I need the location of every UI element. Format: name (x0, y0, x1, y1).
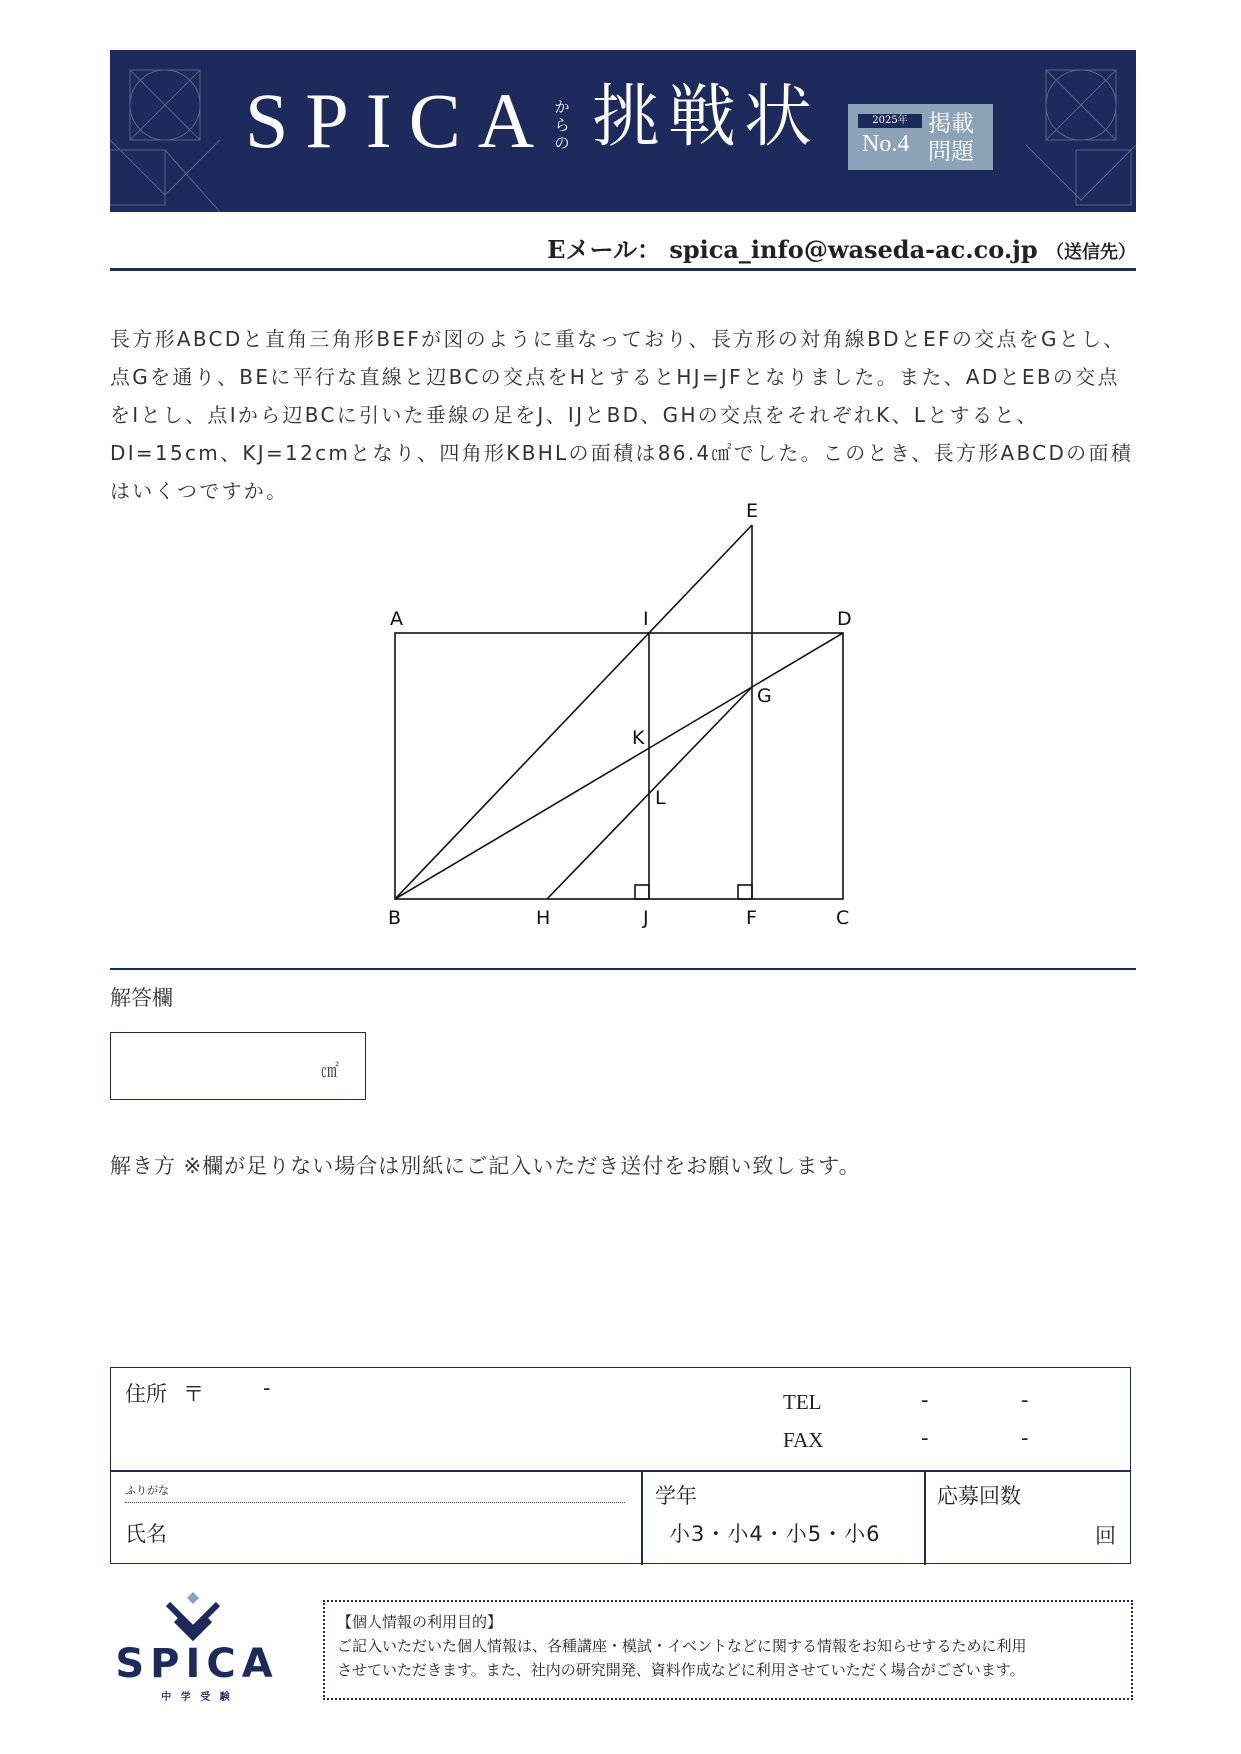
privacy-line-1: ご記入いただいた個人情報は、各種講座・模試・イベントなどに関する情報をお知らせするために利用 (337, 1637, 1027, 1655)
logo-subtext: 中 学 受 験 (161, 1692, 233, 1703)
fax-dash-2: - (1021, 1426, 1029, 1450)
address-label: 住所 (125, 1382, 167, 1406)
answer-input[interactable] (110, 1032, 366, 1100)
title-spica: SPICA (245, 77, 552, 164)
label-l: L (655, 787, 666, 809)
header-banner (110, 50, 1136, 212)
name-label: 氏名 (125, 1522, 167, 1546)
form-divider (924, 1470, 926, 1565)
fax-label: FAX (783, 1428, 824, 1452)
issue-number: No.4 (862, 131, 910, 157)
label-c: C (836, 907, 850, 929)
right-angle-j (635, 885, 649, 899)
grade-label: 学年 (655, 1484, 697, 1508)
divider (110, 268, 1136, 271)
problem-text: 長方形ABCDと直角三角形BEFが図のように重なっており、長方形の対角線BDとEFの交点をGとし、点Gを通り、BEに平行な直線と辺BCの交点をHとするとHJ=JFとなりました。また、ADとEBの交点をIとし、点Iから辺BCに引いた垂線の足をJ、IJとBD、GHの交点をそれぞれK、Lとすると、DI=15cm、KJ=12cmとなり、四角形KBHLの面積は86.4㎠でした。このとき、長方形ABCDの面積はいくつですか。 (110, 327, 1134, 503)
line-be (395, 525, 752, 899)
solution-label: 解き方 ※欄が足りない場合は別紙にご記入いただき送付をお願い致します。 (110, 1154, 861, 1178)
form-divider (641, 1470, 643, 1565)
issue-label (928, 110, 984, 166)
tel-label: TEL (783, 1390, 822, 1414)
email-line (110, 230, 1136, 265)
answer-label: 解答欄 (110, 986, 173, 1010)
tel-dash-1: - (921, 1388, 929, 1412)
label-k: K (632, 727, 645, 749)
furigana-label: ふりがな (125, 1484, 169, 1497)
issue-label-line1: 掲載 (928, 111, 974, 137)
postal-code-field[interactable] (211, 1374, 311, 1402)
address-field[interactable] (125, 1408, 685, 1464)
privacy-line-2: させていただきます。また、社内の研究開発、資料作成などに利用させていただく場合がございます。 (337, 1661, 1025, 1679)
entry-form (110, 1367, 1131, 1564)
furigana-field[interactable] (125, 1502, 625, 1503)
email-address[interactable]: spica_info@waseda-ac.co.jp (669, 235, 1038, 264)
fax-dash-1: - (921, 1426, 929, 1450)
label-g: G (757, 685, 772, 707)
fax-field[interactable] (851, 1424, 1121, 1454)
issue-badge (848, 104, 993, 170)
tel-field[interactable] (851, 1386, 1121, 1416)
issue-label-line2: 問題 (928, 139, 974, 165)
geometry-figure (370, 495, 890, 955)
email-note: （送信先） (1046, 242, 1136, 263)
label-h: H (536, 907, 551, 929)
postal-dash: - (263, 1376, 271, 1400)
label-e: E (746, 500, 759, 522)
title-challenge: 挑戦状 (592, 78, 821, 157)
right-angle-f (738, 885, 752, 899)
title-kara: からの (554, 98, 570, 152)
tel-dash-2: - (1021, 1388, 1029, 1412)
spica-logo (108, 1590, 286, 1703)
entry-count-unit: 回 (1095, 1524, 1116, 1548)
entry-count-label: 応募回数 (937, 1484, 1021, 1508)
entry-count-field[interactable] (941, 1514, 1081, 1550)
email-label: Eメール： (547, 235, 661, 264)
label-i: I (643, 608, 649, 630)
form-divider (111, 1470, 1130, 1472)
label-j: J (643, 907, 649, 929)
label-a: A (390, 608, 403, 630)
name-field[interactable] (191, 1508, 631, 1552)
divider (110, 968, 1136, 970)
postal-mark: 〒 (183, 1382, 204, 1406)
label-b: B (388, 907, 402, 929)
label-d: D (837, 608, 852, 630)
label-f: F (746, 907, 757, 929)
geometric-pattern-right (1016, 50, 1136, 212)
logo-text: SPICA (115, 1641, 279, 1687)
spica-emblem-icon (108, 1590, 286, 1646)
issue-year: 2025年 (858, 114, 922, 128)
privacy-title: 【個人情報の利用目的】 (337, 1613, 503, 1631)
grade-options[interactable]: 小3・小4・小5・小6 (669, 1522, 881, 1546)
privacy-notice (323, 1600, 1133, 1700)
geometric-pattern-left (110, 50, 230, 212)
line-bd (395, 633, 843, 899)
answer-unit: ㎠ (321, 1061, 339, 1082)
